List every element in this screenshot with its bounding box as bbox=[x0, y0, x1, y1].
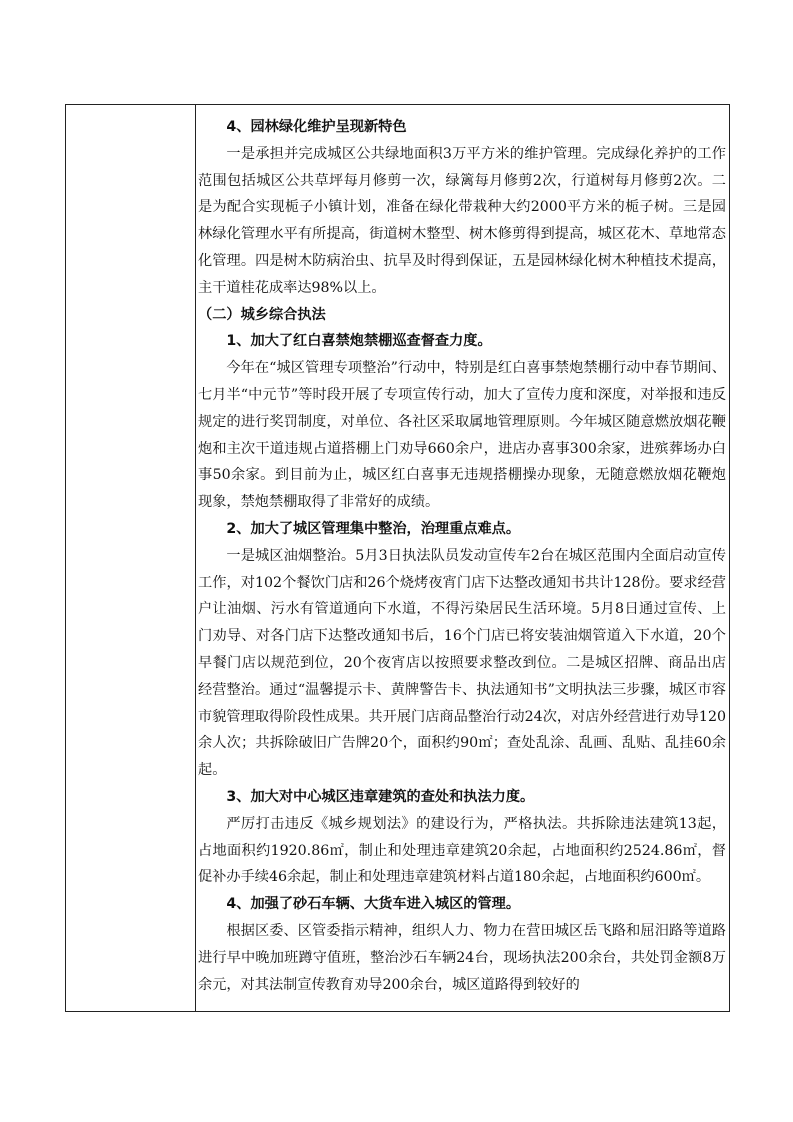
section-heading-enforcement: （二）城乡综合执法 bbox=[198, 306, 326, 323]
paragraph-firecracker-inspection: 今年在“城区管理专项整治”行动中，特别是红白喜事禁炮禁棚行动中春节期间、七月半“中元节”等时段开展了专项宣传行动，加大了宣传力度和深度，对举报和违反规定的进行奖罚制度，对单位、各社区采取属地管理原则。今年城区随意燃放烟花鞭炮和主次干道违规占道搭棚上门劝导660余户，进店办喜事300余家，进殡葬场办白事50余家。到目前为止，城区红白喜事无违规搭棚操办现象，无随意燃放烟花鞭炮现象，禁炮禁棚取得了非常好的成绩。 bbox=[198, 360, 726, 511]
column-divider bbox=[195, 104, 196, 1012]
subheading-firecracker-inspection: 1、加大了红白喜禁炮禁棚巡查督查力度。 bbox=[226, 333, 492, 350]
paragraph-centralized-rectification: 一是城区油烟整治。5月3日执法队员发动宣传车2台在城区范围内全面启动宣传工作，对102个餐饮门店和26个烧烤夜宵门店下达整改通知书共计128份。要求经营户让油烟、污水有管道通向下水道，不得污染居民生活环境。5月8日通过宣传、上门劝导、对各门店下达整改通知书后，16个门店已将安装油烟管道入下水道，20个早餐门店以规范到位，20个夜宵店以按照要求整改到位。二是城区招牌、商品出店经营整治。通过“温馨提示卡、黄牌警告卡、执法通知书”文明执法三步骤，城区市容市貌管理取得阶段性成果。共开展门店商品整治行动24次，对店外经营进行劝导120余人次；共拆除破旧广告牌20个，面积约90㎡；查处乱涂、乱画、乱贴、乱挂60余起。 bbox=[198, 547, 726, 779]
subheading-illegal-construction: 3、加大对中心城区违章建筑的查处和执法力度。 bbox=[226, 788, 535, 805]
subheading-truck-management: 4、加强了砂石车辆、大货车进入城区的管理。 bbox=[226, 896, 521, 913]
paragraph-illegal-construction: 严厉打击违反《城乡规划法》的建设行为，严格执法。共拆除违法建筑13起，占地面积约1920.86㎡，制止和处理违章建筑20余起，占地面积约2524.86㎡，督促补办手续46余起，制止和处理违章建筑材料占道180余起，占地面积约600㎡。 bbox=[198, 815, 726, 886]
subheading-landscaping: 4、园林绿化维护呈现新特色 bbox=[226, 119, 407, 135]
paragraph-truck-management: 根据区委、区管委指示精神，组织人力、物力在营田城区岳飞路和屈汨路等道路进行早中晚加班蹲守值班，整治沙石车辆24台，现场执法200余台，共处罚金额8万余元，对其法制宣传教育劝导200余台，城区道路得到较好的 bbox=[198, 922, 726, 993]
table-content-cell bbox=[198, 114, 726, 998]
paragraph-landscaping: 一是承担并完成城区公共绿地面积3万平方米的维护管理。完成绿化养护的工作范围包括城区公共草坪每月修剪一次，绿篱每月修剪2次，行道树每月修剪2次。二是为配合实现栀子小镇计划，准备在绿化带栽种大约2000平方米的栀子树。三是园林绿化管理水平有所提高，街道树木整型、树木修剪得到提高，城区花木、草地常态化管理。四是树木防病治虫、抗旱及时得到保证，五是园林绿化树木种植技术提高，主干道桂花成率达98%以上。 bbox=[198, 145, 726, 296]
subheading-centralized-rectification: 2、加大了城区管理集中整治，治理重点难点。 bbox=[226, 520, 521, 537]
